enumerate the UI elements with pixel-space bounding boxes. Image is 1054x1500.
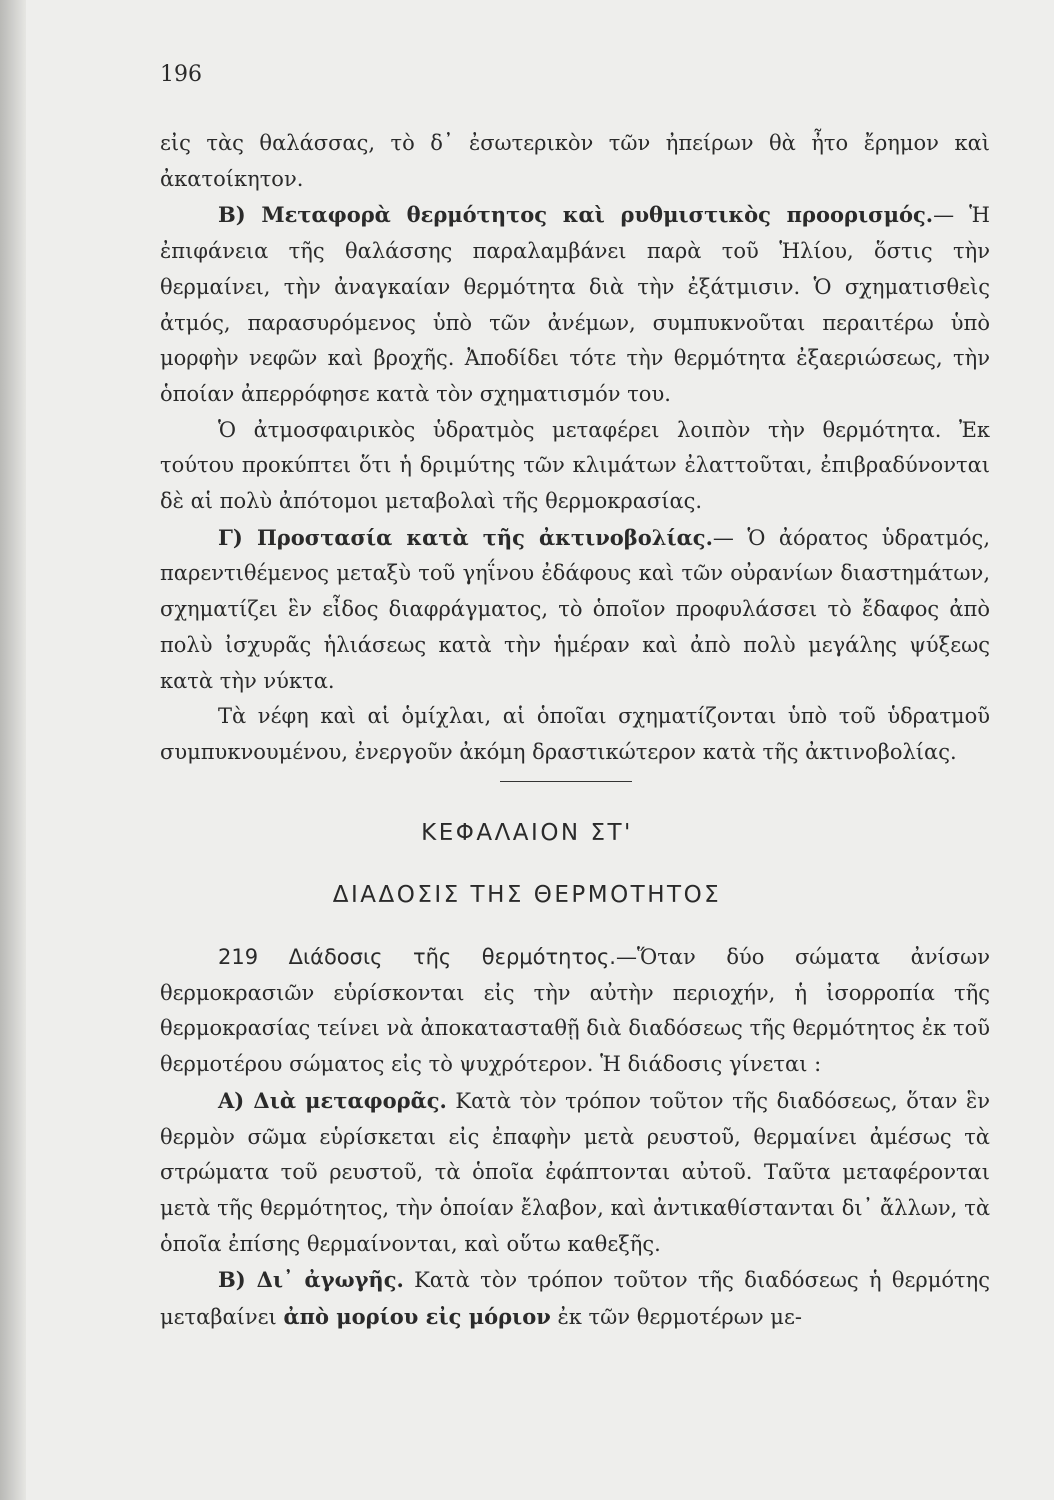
paragraph-vapor-transport: Ὁ ἀτμοσφαιρικὸς ὑδρατμὸς μεταφέρει λοιπὸν τὴν θερμότητα. Ἐκ τούτου προκύπτει ὅτι ἡ δριμύτης τῶν κλιμάτων ἐλαττοῦται, ἐπιβραδύνονται δὲ αἱ πολὺ ἀπότομοι μεταβολαὶ τῆς θερμοκρασίας. [160, 417, 990, 514]
chapter-label: ΚΕΦΑΛΑΙΟΝ ΣΤ' [421, 820, 633, 846]
lower-text-block [160, 940, 990, 1336]
paragraph-convection [160, 1083, 990, 1263]
emphasis-phrase: ἀπὸ μορίου εἰς μόριον [283, 1304, 551, 1330]
page-number: 196 [160, 62, 202, 87]
section-heading-b: Β) Μεταφορὰ θερμότητος καὶ ρυθμιστικὸς προορισμός. [218, 202, 934, 228]
paragraph-heat-transfer [160, 197, 990, 412]
section-heading-b2: Β) Δι᾿ ἀγωγῆς. [218, 1267, 404, 1293]
section-body-b2: Κατὰ τὸν τρόπον τοῦτον τῆς διαδόσεως ἡ θερμότης μεταβαίνει [160, 1268, 990, 1330]
section-heading-219: 219 Διάδοσις τῆς θερμότητος. [218, 945, 616, 969]
section-divider [500, 781, 632, 782]
section-heading-g: Γ) Προστασία κατὰ τῆς ἀκτινοβολίας. [218, 524, 713, 550]
section-body-b2-tail: ἐκ τῶν θερμοτέρων με- [550, 1305, 802, 1330]
section-body-g: — Ὁ ἀόρατος ὑδρατμός, παρεντιθέμενος μεταξὺ τοῦ γηΐνου ἐδάφους καὶ τῶν οὐρανίων διαστημάτων, σχηματίζει ἓν εἶδος διαφράγματος, τὸ ὁποῖον προφυλάσσει τὸ ἔδαφος ἀπὸ πολὺ ἰσχυρᾶς ἡλιάσεως κατὰ τὴν ἡμέραν καὶ ἀπὸ πολὺ μεγάλης ψύξεως κατὰ τὴν νύκτα. [160, 525, 990, 693]
section-body-219: —Ὅταν δύο σώματα ἀνίσων θερμοκρασιῶν εὑρίσκονται εἰς τὴν αὐτὴν περιοχήν, ἡ ἰσορροπία τῆς θερμοκρασίας τείνει νὰ ἀποκατασταθῇ διὰ διαδόσεως τῆς θερμότητος ἐκ τοῦ θερμοτέρου σώματος εἰς τὸ ψυχρότερον. Ἡ διάδοσις γίνεται : [160, 945, 990, 1077]
page-binding-edge [0, 0, 26, 1500]
section-heading-a: Α) Διὰ μεταφορᾶς. [218, 1087, 447, 1113]
paragraph-clouds: Τὰ νέφη καὶ αἱ ὁμίχλαι, αἱ ὁποῖαι σχηματίζονται ὑπὸ τοῦ ὑδρατμοῦ συμπυκνουμένου, ἐνεργοῦν ἀκόμη δραστικώτερον κατὰ τῆς ἀκτινοβολίας. [160, 704, 990, 764]
paragraph-conduction [160, 1262, 990, 1335]
upper-text-block [160, 126, 990, 771]
section-body-a: Κατὰ τὸν τρόπον τοῦτον τῆς διαδόσεως, ὅταν ἓν θερμὸν σῶμα εὑρίσκεται εἰς ἐπαφὴν μετὰ ρευστοῦ, θερμαίνει ἀμέσως τὰ στρώματα τοῦ ρευστοῦ, τὰ ὁποῖα ἐφάπτονται αὐτοῦ. Ταῦτα μεταφέρονται μετὰ τῆς θερμότητος, τὴν ὁποίαν ἔλαβον, καὶ ἀντικαθίστανται δι᾿ ἄλλων, τὰ ὁποῖα ἐπίσης θερμαίνονται, καὶ οὕτω καθεξῆς. [160, 1088, 990, 1256]
paragraph-radiation [160, 520, 990, 700]
section-body-b: — Ἡ ἐπιφάνεια τῆς θαλάσσης παραλαμβάνει παρὰ τοῦ Ἡλίου, ὅστις τὴν θερμαίνει, τὴν ἀναγκαίαν θερμότητα διὰ τὴν ἐξάτμισιν. Ὁ σχηματισθεὶς ἀτμός, παρασυρόμενος ὑπὸ τῶν ἀνέμων, συμπυκνοῦται περαιτέρω ὑπὸ μορφὴν νεφῶν καὶ βροχῆς. Ἀποδίδει τότε τὴν θερμότητα ἐξαεριώσεως, τὴν ὁποίαν ἀπερρόφησε κατὰ τὸν σχηματισμόν του. [160, 203, 991, 406]
chapter-title: ΔΙΑΔΟΣΙΣ ΤΗΣ ΘΕΡΜΟΤΗΤΟΣ [332, 882, 722, 908]
paragraph-continuation: εἰς τὰς θαλάσσας, τὸ δ᾿ ἐσωτερικὸν τῶν ἠπείρων θὰ ἦτο ἔρημον καὶ ἀκατοίκητον. [160, 131, 990, 191]
paragraph-219 [160, 940, 990, 1083]
